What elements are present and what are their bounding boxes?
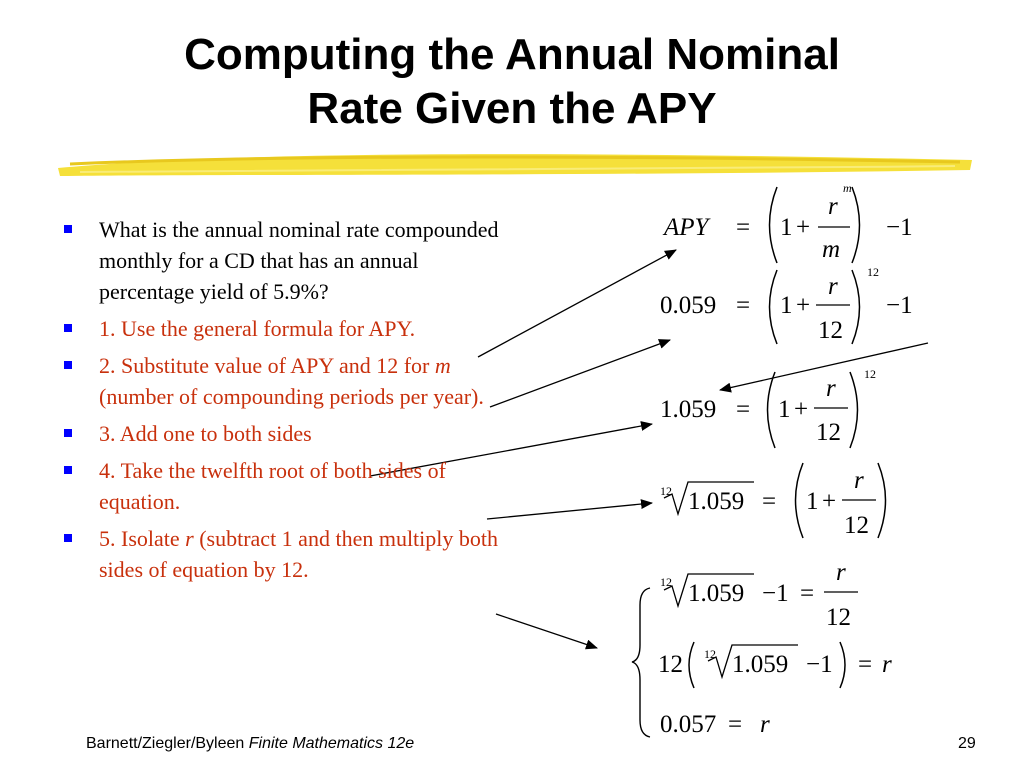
svg-text:=: = (736, 396, 751, 423)
svg-text:+: + (794, 396, 809, 423)
svg-text:12: 12 (660, 575, 672, 589)
bullet-marker (64, 534, 72, 542)
svg-text:12: 12 (816, 419, 841, 446)
svg-text:12: 12 (844, 512, 869, 539)
svg-text:=: = (736, 292, 751, 319)
title-line-2: Rate Given the APY (307, 84, 717, 133)
step-4-text: 4. Take the twelfth root of both sides of equation. (99, 458, 446, 514)
svg-text:=: = (762, 488, 777, 515)
svg-text:r: r (882, 651, 892, 678)
equation-apy-formula (662, 181, 913, 263)
bullet-marker (64, 324, 72, 332)
arrow-add-one (720, 343, 928, 390)
system-brace (632, 588, 650, 737)
footer-book-title: Finite Mathematics 12e (248, 735, 415, 752)
svg-text:1: 1 (806, 488, 819, 515)
step-5-text-a: 5. Isolate (99, 526, 186, 551)
svg-text:1.059: 1.059 (688, 580, 745, 607)
svg-text:m: m (822, 236, 841, 263)
svg-text:1: 1 (778, 396, 791, 423)
arrow-step4 (487, 503, 652, 519)
step-5-text-b: (subtract 1 and then multiply both sides of equation by 12. (99, 526, 499, 582)
step-2-text-a: 2. Substitute value of APY and 12 for (99, 353, 435, 378)
svg-text:12: 12 (658, 651, 683, 678)
svg-text:r: r (828, 273, 838, 300)
svg-text:r: r (836, 559, 846, 586)
bullet-list (62, 214, 502, 591)
question-text: What is the annual nominal rate compounded monthly for a CD that has an annual percentage yield of 5.9%? (99, 217, 499, 304)
equation-result (660, 711, 770, 738)
svg-text:m: m (843, 181, 852, 195)
svg-text:12: 12 (704, 647, 716, 661)
footer-citation (86, 735, 414, 753)
bullet-step-2 (62, 350, 502, 412)
bullet-step-4 (62, 455, 502, 517)
bullet-marker (64, 225, 72, 233)
svg-text:+: + (796, 214, 811, 241)
svg-text:0.057: 0.057 (660, 711, 717, 738)
svg-text:+: + (822, 488, 837, 515)
svg-text:12: 12 (867, 265, 879, 279)
svg-text:1: 1 (780, 292, 793, 319)
svg-text:=: = (858, 651, 873, 678)
svg-text:=: = (800, 580, 815, 607)
title-line-1: Computing the Annual Nominal (184, 30, 840, 79)
bullet-step-1 (62, 313, 502, 344)
arrow-step1 (478, 250, 676, 357)
svg-text:0.059: 0.059 (660, 292, 717, 319)
equation-isolate-step-b (658, 642, 892, 688)
svg-text:−1: −1 (886, 214, 913, 241)
page-number: 29 (958, 735, 976, 752)
bullet-marker (64, 466, 72, 474)
step-5-variable-r: r (185, 526, 194, 551)
bullet-marker (64, 429, 72, 437)
svg-text:−1: −1 (886, 292, 913, 319)
arrow-step2 (490, 340, 670, 407)
step-3-text: 3. Add one to both sides (99, 421, 312, 446)
svg-text:12: 12 (826, 604, 851, 631)
svg-text:APY: APY (664, 214, 709, 241)
bullet-question (62, 214, 502, 307)
svg-text:−1: −1 (806, 651, 833, 678)
svg-text:1: 1 (780, 214, 793, 241)
svg-text:1.059: 1.059 (660, 396, 717, 423)
svg-text:12: 12 (660, 484, 672, 498)
bullet-step-3 (62, 418, 502, 449)
arrow-step5 (496, 614, 597, 648)
equation-twelfth-root (660, 463, 886, 539)
equation-substitute (660, 265, 913, 344)
svg-text:=: = (736, 214, 751, 241)
bullet-marker (64, 361, 72, 369)
highlight-rule (58, 154, 972, 176)
svg-text:r: r (826, 375, 836, 402)
svg-text:12: 12 (818, 317, 843, 344)
bullet-step-5 (62, 523, 502, 585)
step-1-text: 1. Use the general formula for APY. (99, 316, 416, 341)
svg-text:1.059: 1.059 (732, 651, 789, 678)
svg-text:−1: −1 (762, 580, 789, 607)
step-2-text-b: (number of compounding periods per year). (99, 384, 484, 409)
step-2-variable-m: m (434, 353, 451, 378)
equation-isolate-step-a (660, 559, 858, 631)
svg-text:r: r (854, 467, 864, 494)
footer-authors: Barnett/Ziegler/Byleen (86, 735, 249, 752)
svg-text:12: 12 (864, 367, 876, 381)
svg-text:=: = (728, 711, 743, 738)
svg-text:+: + (796, 292, 811, 319)
svg-text:r: r (760, 711, 770, 738)
svg-text:r: r (828, 193, 838, 220)
svg-text:1.059: 1.059 (688, 488, 745, 515)
